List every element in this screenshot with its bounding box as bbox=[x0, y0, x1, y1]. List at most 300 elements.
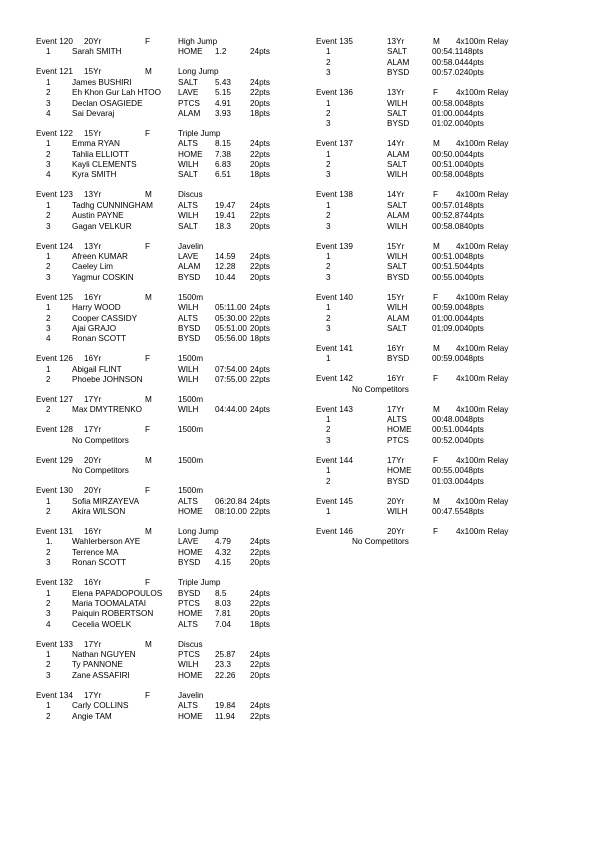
event-discipline: 4x100m Relay bbox=[456, 241, 509, 251]
result-place: 2 bbox=[46, 547, 51, 557]
result-points: 48pts bbox=[463, 354, 484, 364]
result-name: Caeley Lim bbox=[72, 262, 113, 272]
result-team: ALTS bbox=[178, 619, 198, 629]
result-points: 22pts bbox=[250, 262, 271, 272]
event-block bbox=[316, 293, 576, 335]
result-performance: 19.84 bbox=[215, 701, 236, 711]
event-header bbox=[316, 527, 576, 537]
result-row bbox=[36, 303, 296, 313]
event-number: Event 137 bbox=[316, 139, 353, 149]
event-sex: M bbox=[145, 526, 152, 536]
event-sex: F bbox=[433, 292, 439, 302]
result-name: Ronan SCOTT bbox=[72, 334, 127, 344]
result-points: 22pts bbox=[250, 660, 271, 670]
result-time-points bbox=[432, 47, 483, 57]
event-header bbox=[316, 88, 576, 98]
result-performance: 00:52.00 bbox=[432, 435, 464, 445]
result-team: SALT bbox=[387, 47, 407, 57]
result-performance: 05:30.00 bbox=[215, 313, 247, 323]
result-place: 2 bbox=[326, 211, 331, 221]
result-row bbox=[36, 405, 296, 415]
event-header bbox=[36, 527, 296, 537]
result-name: Ajai GRAJO bbox=[72, 323, 117, 333]
event-number: Event 132 bbox=[36, 578, 73, 588]
result-row bbox=[36, 262, 296, 272]
result-row bbox=[36, 314, 296, 324]
event-number: Event 121 bbox=[36, 67, 73, 77]
event-block bbox=[316, 88, 576, 130]
event-age-group: 15Yr bbox=[387, 292, 405, 302]
result-team: LAVE bbox=[178, 88, 199, 98]
result-team: HOME bbox=[178, 670, 203, 680]
result-team: PTCS bbox=[178, 598, 200, 608]
result-place: 3 bbox=[326, 323, 331, 333]
event-header bbox=[36, 242, 296, 252]
event-discipline: 4x100m Relay bbox=[456, 374, 509, 384]
event-header bbox=[36, 395, 296, 405]
result-row bbox=[316, 68, 576, 78]
results-column-left bbox=[36, 37, 296, 732]
result-points: 24pts bbox=[250, 496, 271, 506]
result-performance: 00:55.00 bbox=[432, 272, 464, 282]
result-place: 1 bbox=[326, 149, 331, 159]
event-block bbox=[36, 486, 296, 517]
result-time-points bbox=[432, 160, 484, 170]
result-time-points bbox=[432, 314, 484, 324]
result-points: 44pts bbox=[463, 211, 484, 221]
result-performance: 7.04 bbox=[215, 619, 231, 629]
event-block bbox=[36, 640, 296, 682]
event-age-group: 15Yr bbox=[84, 128, 102, 138]
no-competitors-row bbox=[36, 466, 296, 476]
event-header bbox=[36, 67, 296, 77]
result-team: BYSD bbox=[178, 323, 201, 333]
result-performance: 04:44.00 bbox=[215, 405, 247, 415]
result-points: 48pts bbox=[463, 47, 484, 57]
event-sex: M bbox=[433, 496, 440, 506]
event-block bbox=[36, 527, 296, 569]
result-points: 44pts bbox=[463, 149, 484, 159]
event-header bbox=[36, 190, 296, 200]
event-sex: M bbox=[433, 241, 440, 251]
event-sex: F bbox=[433, 526, 439, 536]
result-time-points bbox=[432, 170, 484, 180]
result-place: 3 bbox=[326, 435, 331, 445]
event-header bbox=[316, 456, 576, 466]
result-points: 24pts bbox=[250, 47, 271, 57]
result-row bbox=[36, 78, 296, 88]
result-place: 1 bbox=[326, 354, 331, 364]
result-team: BYSD bbox=[387, 354, 410, 364]
result-team: ALTS bbox=[387, 415, 407, 425]
result-place: 2 bbox=[46, 375, 51, 385]
result-place: 1 bbox=[46, 303, 51, 313]
event-number: Event 120 bbox=[36, 37, 73, 46]
result-name: Abigail FLINT bbox=[72, 364, 122, 374]
result-name: Elena PAPADOPOULOS bbox=[72, 588, 163, 598]
event-number: Event 138 bbox=[316, 190, 353, 200]
result-team: BYSD bbox=[178, 334, 201, 344]
event-sex: F bbox=[145, 37, 151, 46]
result-place: 2 bbox=[46, 149, 51, 159]
event-age-group: 16Yr bbox=[84, 354, 102, 364]
result-performance: 22.26 bbox=[215, 670, 236, 680]
no-competitors-row bbox=[36, 436, 296, 446]
event-header bbox=[36, 486, 296, 496]
result-team: SALT bbox=[387, 323, 407, 333]
result-place: 1 bbox=[46, 47, 51, 57]
result-points: 48pts bbox=[463, 252, 484, 262]
event-block bbox=[36, 354, 296, 385]
result-team: WILH bbox=[387, 303, 408, 313]
event-block bbox=[316, 37, 576, 79]
event-block bbox=[36, 395, 296, 416]
result-points: 22pts bbox=[250, 88, 271, 98]
event-sex: M bbox=[145, 292, 152, 302]
result-team: HOME bbox=[387, 425, 412, 435]
event-sex: F bbox=[433, 455, 439, 465]
event-sex: F bbox=[145, 425, 151, 435]
event-sex: M bbox=[433, 37, 440, 46]
result-points: 18pts bbox=[250, 170, 271, 180]
result-points: 22pts bbox=[250, 313, 271, 323]
result-team: WILH bbox=[387, 98, 408, 108]
event-block bbox=[36, 578, 296, 630]
no-competitors-row bbox=[316, 537, 576, 547]
event-number: Event 122 bbox=[36, 128, 73, 138]
result-row bbox=[36, 273, 296, 283]
event-block bbox=[316, 405, 576, 447]
result-row bbox=[316, 109, 576, 119]
event-age-group: 15Yr bbox=[387, 241, 405, 251]
result-place: 4 bbox=[46, 334, 51, 344]
event-block bbox=[36, 691, 296, 722]
event-number: Event 142 bbox=[316, 374, 353, 384]
result-name: Gagan VELKUR bbox=[72, 221, 132, 231]
result-time-points bbox=[432, 68, 484, 78]
event-block bbox=[36, 425, 296, 446]
result-place: 3 bbox=[46, 323, 51, 333]
result-row bbox=[316, 477, 576, 487]
event-discipline: 4x100m Relay bbox=[456, 455, 509, 465]
event-sex: F bbox=[145, 128, 151, 138]
event-header bbox=[316, 139, 576, 149]
event-discipline: Javelin bbox=[178, 690, 204, 700]
no-competitors-text: No Competitors bbox=[352, 537, 409, 547]
event-number: Event 134 bbox=[36, 690, 73, 700]
event-sex: F bbox=[145, 486, 151, 496]
result-team: BYSD bbox=[178, 558, 201, 568]
event-header bbox=[36, 129, 296, 139]
result-place: 2 bbox=[46, 211, 51, 221]
result-team: PTCS bbox=[178, 98, 200, 108]
result-name: Cooper CASSIDY bbox=[72, 313, 138, 323]
event-block bbox=[316, 374, 576, 395]
result-place: 2 bbox=[326, 262, 331, 272]
result-performance: 00:58.00 bbox=[432, 170, 464, 180]
result-performance: 00:51.00 bbox=[432, 160, 464, 170]
event-discipline: 1500m bbox=[178, 354, 204, 364]
event-number: Event 144 bbox=[316, 455, 353, 465]
event-header bbox=[36, 293, 296, 303]
result-points: 24pts bbox=[250, 252, 271, 262]
result-performance: 05:51.00 bbox=[215, 323, 247, 333]
result-performance: 25.87 bbox=[215, 650, 236, 660]
result-points: 24pts bbox=[250, 588, 271, 598]
result-team: WILH bbox=[178, 375, 199, 385]
result-row bbox=[316, 303, 576, 313]
result-points: 20pts bbox=[250, 160, 271, 170]
result-performance: 18.3 bbox=[215, 221, 231, 231]
event-block bbox=[36, 242, 296, 284]
result-place: 3 bbox=[46, 272, 51, 282]
event-header bbox=[36, 691, 296, 701]
no-competitors-text: No Competitors bbox=[352, 384, 409, 394]
result-place: 1 bbox=[46, 252, 51, 262]
result-performance: 00:57.01 bbox=[432, 200, 464, 210]
result-place: 1 bbox=[326, 200, 331, 210]
event-discipline: Triple Jump bbox=[178, 128, 221, 138]
result-row bbox=[316, 314, 576, 324]
result-time-points bbox=[432, 436, 484, 446]
result-place: 1 bbox=[326, 303, 331, 313]
event-header bbox=[316, 405, 576, 415]
event-number: Event 141 bbox=[316, 343, 353, 353]
result-performance: 00:47.55 bbox=[432, 507, 464, 516]
event-number: Event 127 bbox=[36, 395, 73, 405]
result-team: WILH bbox=[178, 303, 199, 313]
event-number: Event 131 bbox=[36, 526, 73, 536]
result-team: HOME bbox=[178, 547, 203, 557]
result-row bbox=[36, 497, 296, 507]
result-place: 3 bbox=[46, 221, 51, 231]
event-discipline: 1500m bbox=[178, 395, 204, 405]
result-time-points bbox=[432, 466, 484, 476]
result-time-points bbox=[432, 109, 484, 119]
event-block bbox=[316, 242, 576, 284]
event-age-group: 16Yr bbox=[387, 374, 405, 384]
event-discipline: Triple Jump bbox=[178, 578, 221, 588]
result-points: 40pts bbox=[463, 221, 484, 231]
result-place: 2 bbox=[46, 313, 51, 323]
result-row bbox=[36, 620, 296, 630]
result-points: 24pts bbox=[250, 650, 271, 660]
event-block bbox=[36, 456, 296, 477]
event-number: Event 146 bbox=[316, 526, 353, 536]
result-points: 40pts bbox=[463, 435, 484, 445]
result-place: 3 bbox=[46, 558, 51, 568]
result-team: SALT bbox=[387, 160, 407, 170]
result-name: Yagmur COSKIN bbox=[72, 272, 134, 282]
result-row bbox=[36, 650, 296, 660]
event-sex: M bbox=[145, 639, 152, 649]
result-name: Maria TOOMALATAI bbox=[72, 598, 147, 608]
event-number: Event 128 bbox=[36, 425, 73, 435]
result-time-points bbox=[432, 262, 484, 272]
event-block bbox=[316, 190, 576, 232]
result-place: 1 bbox=[326, 415, 331, 425]
result-performance: 7.38 bbox=[215, 149, 231, 159]
result-place: 2 bbox=[46, 88, 51, 98]
event-age-group: 20Yr bbox=[84, 455, 102, 465]
event-sex: M bbox=[433, 404, 440, 414]
result-performance: 4.79 bbox=[215, 537, 231, 547]
event-age-group: 13Yr bbox=[387, 37, 405, 46]
result-team: HOME bbox=[178, 711, 203, 721]
event-number: Event 129 bbox=[36, 455, 73, 465]
result-row bbox=[316, 324, 576, 334]
event-number: Event 125 bbox=[36, 292, 73, 302]
result-points: 22pts bbox=[250, 375, 271, 385]
result-place: 1 bbox=[326, 252, 331, 262]
result-points: 24pts bbox=[250, 537, 271, 547]
result-name: Tadhg CUNNINGHAM bbox=[72, 200, 153, 210]
event-discipline: 4x100m Relay bbox=[456, 139, 509, 149]
event-age-group: 20Yr bbox=[84, 486, 102, 496]
result-row bbox=[316, 222, 576, 232]
result-points: 44pts bbox=[463, 425, 484, 435]
result-place: 2 bbox=[46, 405, 51, 415]
results-column-right bbox=[316, 37, 576, 557]
event-sex: F bbox=[145, 354, 151, 364]
result-row bbox=[316, 415, 576, 425]
event-discipline: 1500m bbox=[178, 486, 204, 496]
result-performance: 5.43 bbox=[215, 77, 231, 87]
result-name: Zane ASSAFIRI bbox=[72, 670, 130, 680]
result-row bbox=[36, 252, 296, 262]
event-number: Event 140 bbox=[316, 292, 353, 302]
event-age-group: 20Yr bbox=[387, 526, 405, 536]
event-header bbox=[316, 37, 576, 47]
result-row bbox=[36, 170, 296, 180]
result-points: 40pts bbox=[463, 272, 484, 282]
result-time-points bbox=[432, 150, 484, 160]
result-performance: 11.94 bbox=[215, 711, 235, 721]
event-age-group: 14Yr bbox=[387, 190, 405, 200]
result-team: SALT bbox=[178, 221, 198, 231]
result-name: Akira WILSON bbox=[72, 507, 126, 516]
result-points: 44pts bbox=[463, 57, 484, 67]
result-team: WILH bbox=[387, 252, 408, 262]
result-place: 3 bbox=[326, 68, 331, 78]
event-age-group: 16Yr bbox=[84, 526, 102, 536]
result-place: 3 bbox=[46, 98, 51, 108]
event-discipline: 4x100m Relay bbox=[456, 496, 509, 506]
result-points: 20pts bbox=[250, 323, 271, 333]
result-points: 18pts bbox=[250, 619, 271, 629]
result-time-points bbox=[432, 252, 484, 262]
event-header bbox=[36, 640, 296, 650]
result-performance: 8.15 bbox=[215, 139, 231, 149]
event-number: Event 143 bbox=[316, 404, 353, 414]
result-row bbox=[36, 47, 296, 57]
event-number: Event 130 bbox=[36, 486, 73, 496]
result-row bbox=[316, 99, 576, 109]
result-team: WILH bbox=[178, 364, 199, 374]
event-block bbox=[316, 344, 576, 365]
result-team: WILH bbox=[178, 160, 199, 170]
result-points: 22pts bbox=[250, 598, 271, 608]
result-time-points bbox=[432, 201, 484, 211]
event-block bbox=[36, 293, 296, 345]
result-performance: 8.03 bbox=[215, 598, 231, 608]
event-header bbox=[316, 344, 576, 354]
result-points: 18pts bbox=[250, 334, 271, 344]
result-points: 24pts bbox=[250, 303, 271, 313]
result-performance: 4.32 bbox=[215, 547, 231, 557]
event-age-group: 13Yr bbox=[84, 241, 102, 251]
result-row bbox=[316, 211, 576, 221]
event-age-group: 15Yr bbox=[84, 67, 102, 77]
result-row bbox=[316, 466, 576, 476]
result-points: 22pts bbox=[250, 711, 271, 721]
event-header bbox=[36, 425, 296, 435]
result-performance: 08:10.00 bbox=[215, 507, 247, 516]
event-block bbox=[316, 139, 576, 181]
result-place: 1 bbox=[326, 47, 331, 57]
result-points: 20pts bbox=[250, 609, 271, 619]
result-team: ALTS bbox=[178, 701, 198, 711]
result-points: 20pts bbox=[250, 98, 271, 108]
event-age-group: 17Yr bbox=[84, 639, 102, 649]
result-place: 1 bbox=[46, 588, 51, 598]
result-row bbox=[36, 88, 296, 98]
event-sex: F bbox=[145, 578, 151, 588]
result-row bbox=[36, 507, 296, 517]
result-time-points bbox=[432, 222, 484, 232]
result-name: James BUSHIRI bbox=[72, 77, 132, 87]
result-performance: 12.28 bbox=[215, 262, 236, 272]
event-discipline: 4x100m Relay bbox=[456, 343, 509, 353]
result-team: SALT bbox=[387, 108, 407, 118]
result-performance: 05:56.00 bbox=[215, 334, 247, 344]
result-performance: 01:03.00 bbox=[432, 476, 464, 486]
event-header bbox=[316, 497, 576, 507]
result-name: Terrence MA bbox=[72, 547, 119, 557]
result-team: ALAM bbox=[387, 211, 410, 221]
event-age-group: 16Yr bbox=[84, 578, 102, 588]
event-age-group: 17Yr bbox=[84, 690, 102, 700]
result-row bbox=[36, 211, 296, 221]
event-sex: M bbox=[145, 67, 152, 77]
result-time-points bbox=[432, 477, 484, 487]
event-discipline: Long Jump bbox=[178, 67, 219, 77]
result-time-points bbox=[432, 425, 484, 435]
result-team: WILH bbox=[178, 211, 199, 221]
result-performance: 00:57.02 bbox=[432, 68, 464, 78]
result-place: 4 bbox=[46, 108, 51, 118]
result-points: 48pts bbox=[463, 507, 484, 516]
result-place: 1 bbox=[46, 77, 51, 87]
result-points: 24pts bbox=[250, 77, 271, 87]
result-team: WILH bbox=[178, 660, 199, 670]
result-name: Austin PAYNE bbox=[72, 211, 124, 221]
no-competitors-text: No Competitors bbox=[72, 435, 129, 445]
result-performance: 07:54.00 bbox=[215, 364, 247, 374]
result-performance: 01:02.00 bbox=[432, 119, 464, 129]
result-performance: 05:11.00 bbox=[215, 303, 247, 313]
event-discipline: 4x100m Relay bbox=[456, 404, 509, 414]
result-name: Ty PANNONE bbox=[72, 660, 123, 670]
result-performance: 00:51.50 bbox=[432, 262, 464, 272]
result-row bbox=[316, 160, 576, 170]
result-team: HOME bbox=[178, 47, 203, 57]
result-name: Sofia MIRZAYEVA bbox=[72, 496, 140, 506]
result-points: 22pts bbox=[250, 149, 271, 159]
result-performance: 00:54.11 bbox=[432, 47, 464, 57]
result-points: 24pts bbox=[250, 139, 271, 149]
result-name: Angie TAM bbox=[72, 711, 112, 721]
